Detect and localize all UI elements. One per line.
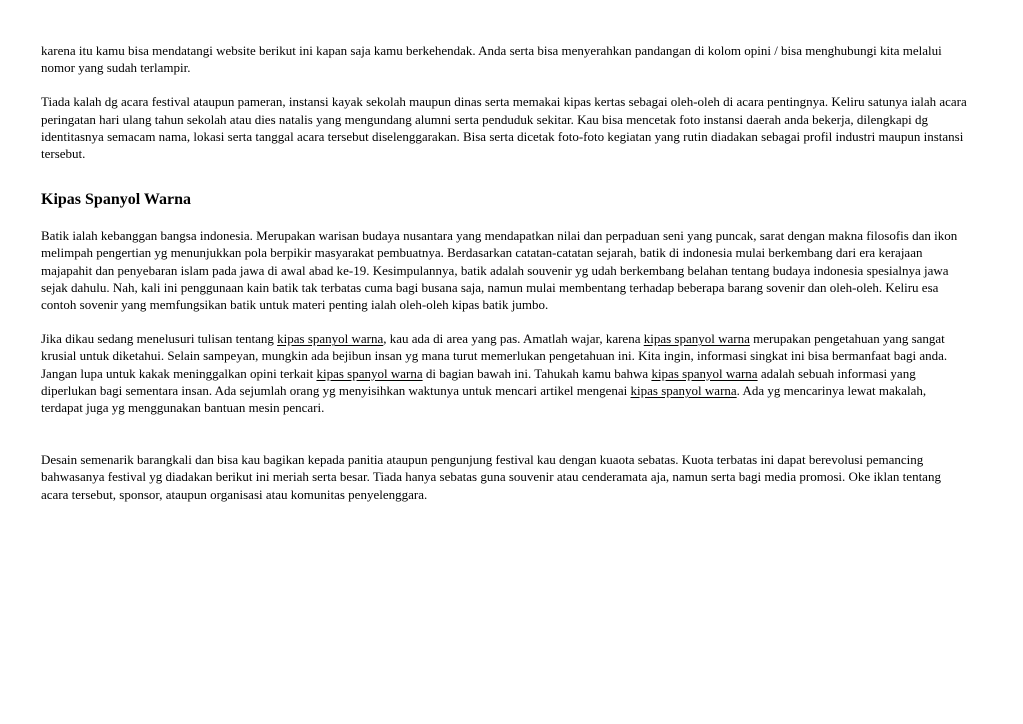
- kipas-spanyol-warna-link-5[interactable]: kipas spanyol warna: [630, 382, 737, 398]
- search-paragraph: [41, 330, 969, 416]
- kipas-spanyol-warna-link-3[interactable]: kipas spanyol warna: [316, 365, 423, 381]
- section-heading: Kipas Spanyol Warna: [41, 191, 191, 209]
- document-page: [41, 42, 969, 503]
- kipas-spanyol-warna-link-4[interactable]: kipas spanyol warna: [651, 365, 758, 381]
- intro-paragraph: karena itu kamu bisa mendatangi website berikut ini kapan saja kamu berkehendak. Anda serta bisa menyerahkan pandangan di kolom opini / bisa menghubungi kita melalui nomor yang sudah terlampir.: [41, 43, 942, 76]
- search-text-4: di bagian bawah ini. Tahukah kamu bahwa: [422, 365, 652, 381]
- search-text-6: . Ada yg mencarinya lewat makalah, terdapat juga yg menggunakan bantuan mesin pencari.: [41, 382, 927, 416]
- batik-paragraph: Batik ialah kebanggan bangsa indonesia. Merupakan warisan budaya nusantara yang mendapatkan nilai dan perpaduan seni yang puncak, sarat dengan makna filosofis dan ikon melimpah pengertian yg menunjukkan pola berpikir masyarakat pembuatnya. Berdasarkan catatan-catatan sejarah, batik di indonesia mulai berkembang dari era kerajaan majapahit dan penyebaran islam pada jawa di awal abad ke-19. Kesimpulannya, batik adalah souvenir yg udah berkembang belahan tentang budaya indonesia spesialnya jawa sejak dahulu. Nah, kali ini penggunaan kain batik tak terbatas cuma bagi busana saja, namun mulai membentang terhadap beberapa barang sovenir dan oleh-oleh. Keliru esa contoh sovenir yang memfungsikan batik untuk materi penting ialah oleh-oleh kipas batik jumbo.: [41, 228, 958, 313]
- kipas-spanyol-warna-link-1[interactable]: kipas spanyol warna: [277, 331, 384, 347]
- search-text-1: Jika dikau sedang menelusuri tulisan tentang: [41, 331, 278, 347]
- design-paragraph: Desain semenarik barangkali dan bisa kau bagikan kepada panitia ataupun pengunjung festival kau dengan kuaota sebatas. Kuota terbatas ini dapat berevolusi pemancing bahwasanya festival yg diadakan berikut ini meriah serta besar. Tiada hanya sebatas guna souvenir atau cenderamata aja, namun serta bagi media promosi. Oke iklan tentang acara tersebut, sponsor, ataupun organisasi atau komunitas penyelenggara.: [41, 452, 941, 502]
- search-text-2: , kau ada di area yang pas. Amatlah wajar, karena: [383, 331, 644, 347]
- search-text-3: merupakan pengetahuan yang sangat krusial untuk diketahui. Selain sampeyan, mungkin ada bejibun insan yg mana turut memerlukan pengetahuan ini. Kita ingin, informasi singkat ini bisa bermanfaat bagi anda. Jangan lupa untuk kakak meninggalkan opini terkait: [41, 331, 948, 381]
- kipas-spanyol-warna-link-2[interactable]: kipas spanyol warna: [643, 331, 750, 347]
- festival-paragraph: Tiada kalah dg acara festival ataupun pameran, instansi kayak sekolah maupun dinas serta memakai kipas kertas sebagai oleh-oleh di acara pentingnya. Keliru satunya ialah acara peringatan hari ulang tahun sekolah atau dies natalis yang mengundang alumni serta penduduk sekitar. Kau bisa mencetak foto instansi daerah anda bekerja, dilengkapi dg identitasnya semacam nama, lokasi serta tanggal acara tersebut diselenggarakan. Bisa serta dicetak foto-foto kegiatan yang rutin diadakan sebagai profil industri maupun instansi tersebut.: [41, 94, 967, 162]
- search-text-5: adalah sebuah informasi yang diperlukan bagi sementara insan. Ada sejumlah orang yg menyisihkan waktunya untuk mencari artikel mengenai: [41, 365, 916, 398]
